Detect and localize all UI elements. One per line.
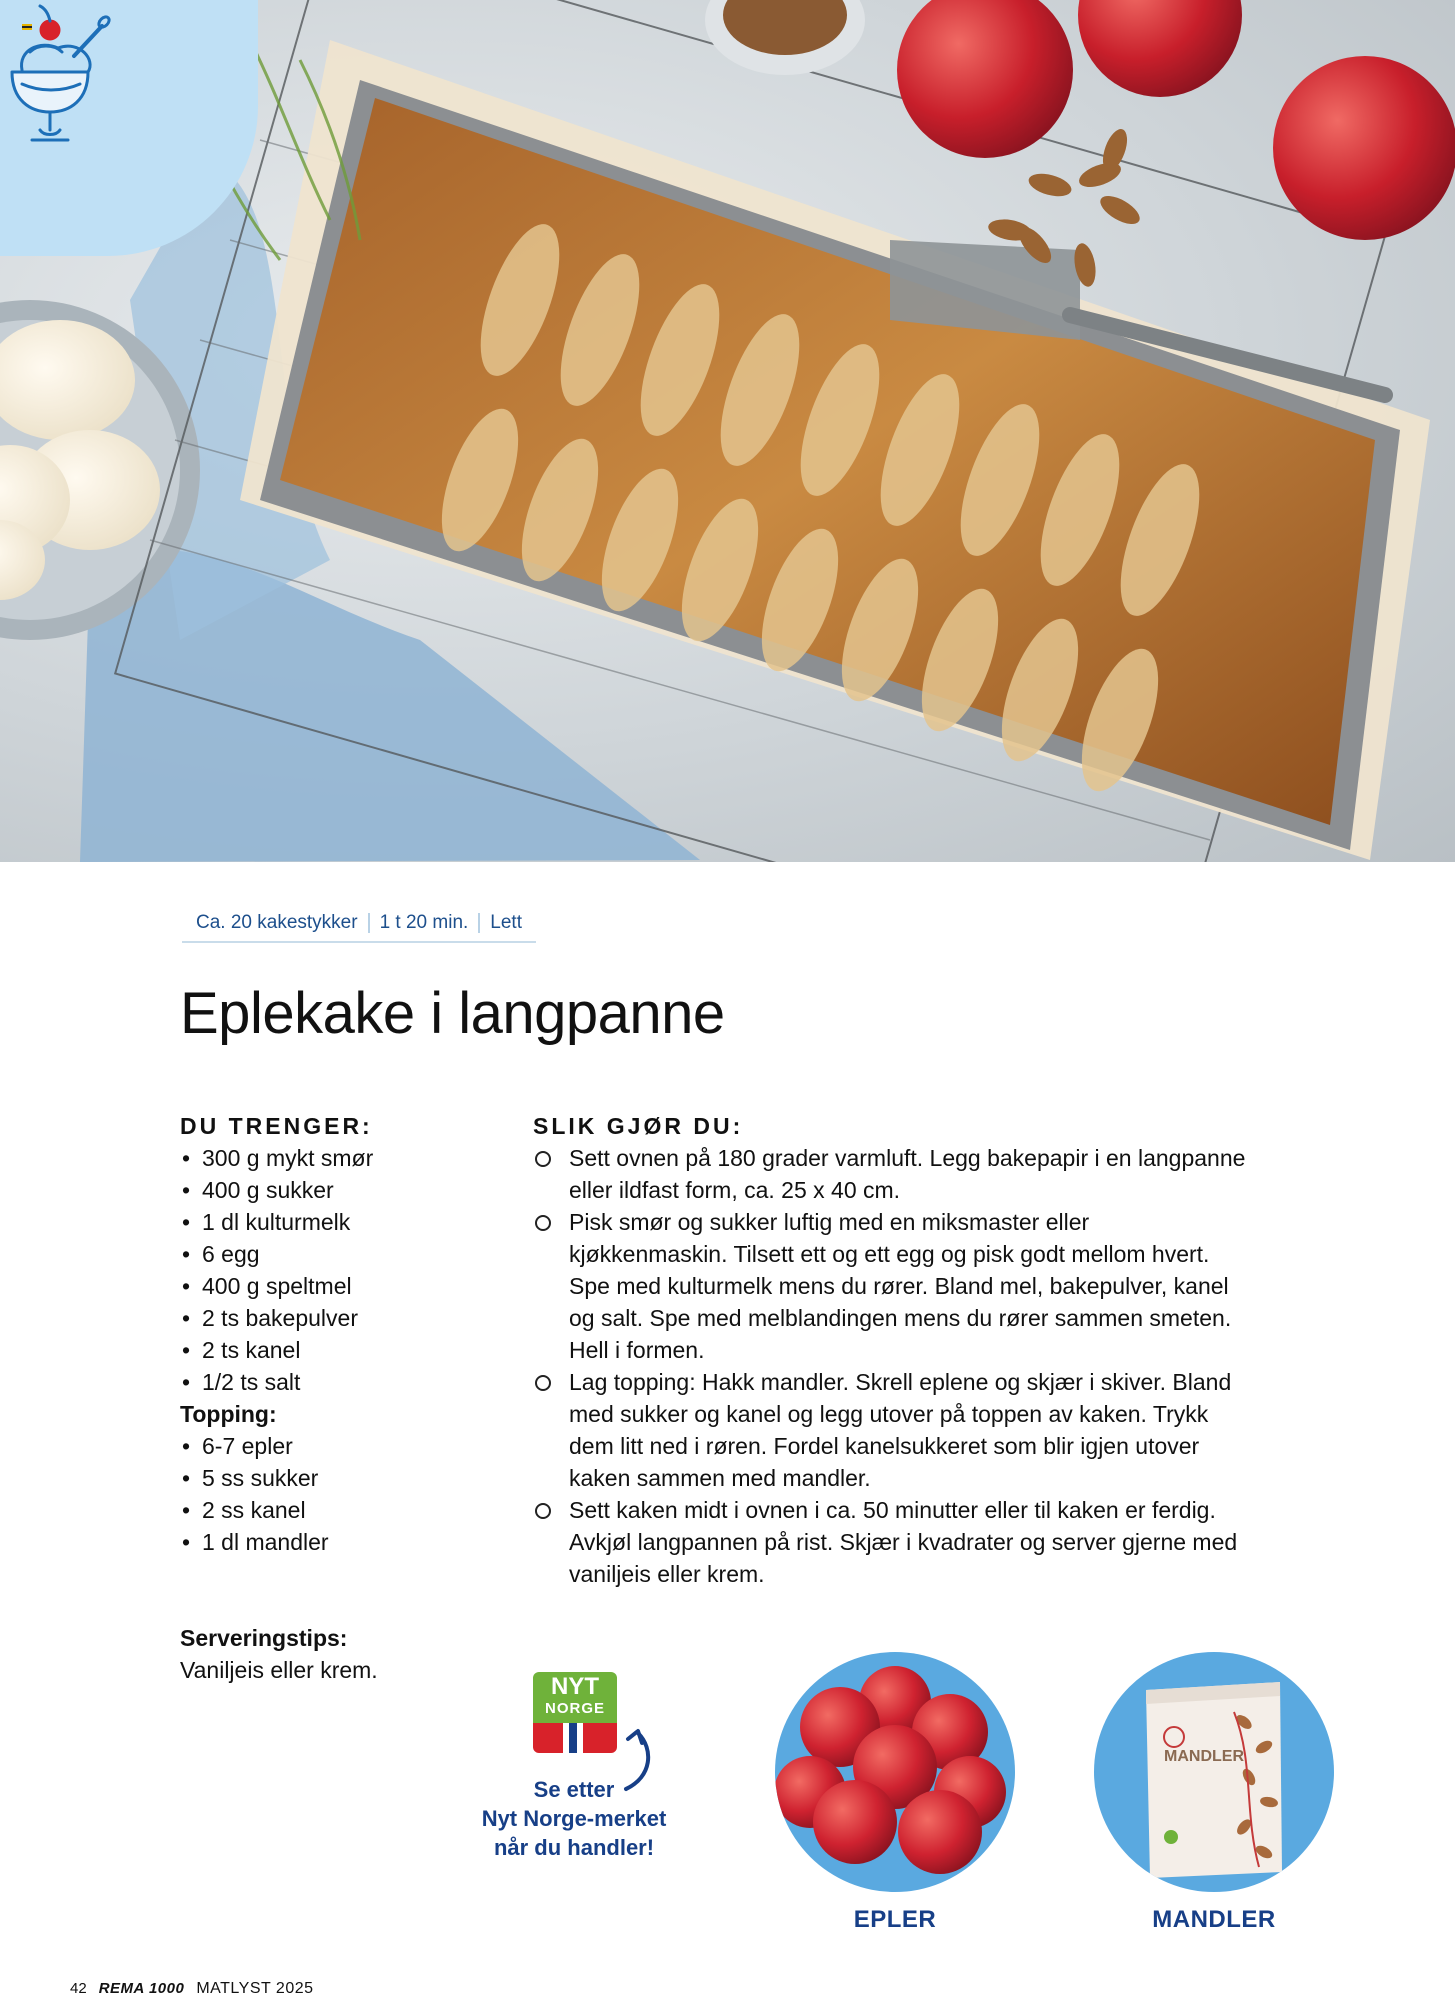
method-section xyxy=(533,1110,1253,1590)
almond-bag-illustration xyxy=(1094,1652,1334,1892)
ingredient-item: • 1/2 ts salt xyxy=(180,1366,480,1398)
nyt-norge-text-line: Se etter xyxy=(533,1777,615,1802)
step-circle-icon xyxy=(535,1151,551,1167)
nyt-norge-text-line: Nyt Norge-merket xyxy=(481,1806,667,1831)
method-heading: SLIK GJØR DU: xyxy=(533,1113,744,1139)
nyt-norge-logo-line1: NYT xyxy=(551,1673,599,1700)
ingredient-item: • 400 g speltmel xyxy=(180,1270,480,1302)
topping-item: • 2 ss kanel xyxy=(180,1494,480,1526)
ingredient-item: • 1 dl kulturmelk xyxy=(180,1206,480,1238)
step-item xyxy=(533,1206,1253,1366)
page-footer xyxy=(70,1980,314,1998)
step-circle-icon xyxy=(535,1503,551,1519)
serving-tip-label: Serveringstips: xyxy=(180,1625,348,1651)
nyt-norge-logo-line2: NORGE xyxy=(544,1700,605,1717)
ingredient-item: • 400 g sukker xyxy=(180,1174,480,1206)
ingredient-item: • 2 ts kanel xyxy=(180,1334,480,1366)
step-list xyxy=(533,1142,1253,1590)
ice-cream-sundae-icon xyxy=(0,0,120,160)
ingredient-item: • 300 g mykt smør xyxy=(180,1142,480,1174)
step-circle-icon xyxy=(535,1375,551,1391)
nyt-norge-message xyxy=(462,1775,686,1862)
page-number: 42 xyxy=(70,1980,87,1997)
difficulty-label: Lett xyxy=(490,912,522,933)
product-label: EPLER xyxy=(853,1906,937,1933)
hero-photo xyxy=(0,0,1455,862)
nyt-norge-text-line: når du handler! xyxy=(493,1835,655,1860)
package-text: MANDLER xyxy=(1164,1748,1244,1765)
topping-item: • 1 dl mandler xyxy=(180,1526,480,1558)
ingredient-item: • 6 egg xyxy=(180,1238,480,1270)
product-almonds xyxy=(1094,1652,1334,1934)
ingredients-heading: DU TRENGER: xyxy=(180,1113,373,1139)
serving-tip-text: Vaniljeis eller krem. xyxy=(180,1657,378,1683)
step-text: Sett kaken midt i ovnen i ca. 50 minutter eller til kaken er ferdig. Avkjøl langpannen på rist. Skjær i kvadrater og server gjerne med vaniljeis eller krem. xyxy=(569,1497,1238,1587)
time-label: 1 t 20 min. xyxy=(379,912,469,933)
step-circle-icon xyxy=(535,1215,551,1231)
nyt-norge-logo-box xyxy=(533,1672,617,1723)
apples-photo-icon xyxy=(775,1652,1015,1892)
magazine-name: MATLYST 2025 xyxy=(196,1980,314,1997)
step-item xyxy=(533,1494,1253,1590)
ingredient-list xyxy=(180,1142,480,1398)
almond-bag-photo-icon xyxy=(1094,1652,1334,1892)
recipe-meta-strip xyxy=(182,905,536,943)
step-text: Lag topping: Hakk mandler. Skrell eplene og skjær i skiver. Bland med sukker og kanel og legg utover på toppen av kaken. Trykk dem litt ned i røren. Fordel kanelsukkeret som blir igjen utover kaken sammen med mandler. xyxy=(569,1369,1232,1491)
servings-label: Ca. 20 kakestykker xyxy=(196,912,358,933)
ingredients-section xyxy=(180,1110,480,1558)
product-label: MANDLER xyxy=(1152,1906,1276,1933)
serving-tip xyxy=(180,1622,378,1686)
topping-item: • 6-7 epler xyxy=(180,1430,480,1462)
apples-illustration xyxy=(775,1652,1015,1892)
recipe-title: Eplekake i langpanne xyxy=(180,981,725,1046)
norway-flag-icon xyxy=(533,1723,617,1753)
nyt-norge-logo xyxy=(533,1672,617,1753)
topping-heading: Topping: xyxy=(180,1401,277,1427)
step-text: Sett ovnen på 180 grader varmluft. Legg bakepapir i en langpanne eller ildfast form, ca. 25 x 40 cm. xyxy=(569,1145,1246,1203)
step-text: Pisk smør og sukker luftig med en miksmaster eller kjøkkenmaskin. Tilsett ett og ett egg og pisk godt mellom hvert. Spe med kulturmelk mens du rører. Bland mel, bakepulver, kanel og salt. Spe med melblandingen mens du rører sammen smeten. Hell i formen. xyxy=(569,1209,1232,1363)
topping-item: • 5 ss sukker xyxy=(180,1462,480,1494)
step-item xyxy=(533,1366,1253,1494)
topping-list xyxy=(180,1430,480,1558)
ingredient-item: • 2 ts bakepulver xyxy=(180,1302,480,1334)
brand-logo: REMA 1000 xyxy=(98,1980,185,1997)
product-apples xyxy=(775,1652,1015,1934)
step-item xyxy=(533,1142,1253,1206)
